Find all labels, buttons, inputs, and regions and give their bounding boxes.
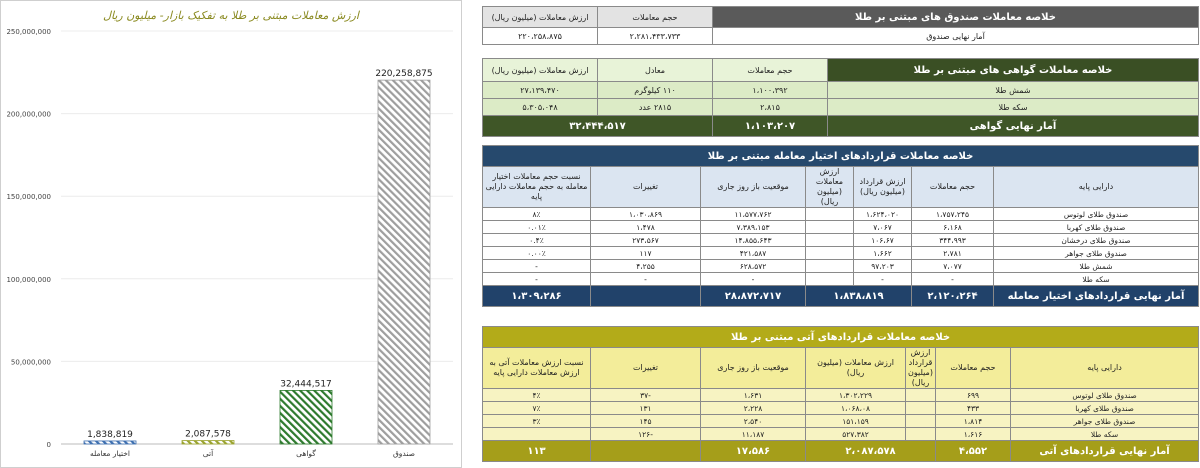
y-tick-label: 150,000,000 — [6, 193, 51, 202]
table-row — [483, 82, 1199, 99]
futures-summary-table — [482, 326, 1199, 462]
table-cell: ۲،۵۴۰ — [701, 415, 806, 428]
table-row — [483, 428, 1199, 441]
table-cell: ۴۳۳ — [936, 402, 1011, 415]
x-tick-label: اختیار معامله — [90, 449, 130, 458]
column-header: ارزش معاملات (میلیون ریال) — [806, 348, 906, 389]
cert-cell: ۲۷،۱۳۹،۴۷۰ — [483, 82, 598, 99]
x-tick-label: گواهی — [296, 449, 316, 458]
chart-title: ارزش معاملات مبتنی بر طلا به تفکیک بازار- میلیون ریال — [103, 9, 359, 22]
cert-total-volume: ۱،۱۰۳،۲۰۷ — [713, 116, 828, 137]
y-tick-label: 0 — [46, 441, 51, 449]
table-cell: -۳۷ — [591, 389, 701, 402]
cert-total-value: ۳۲،۴۴۴،۵۱۷ — [483, 116, 713, 137]
table-cell — [906, 415, 936, 428]
table-cell: ۱،۶۶۲ — [854, 247, 912, 260]
table-cell: ۵۲۷،۳۸۲ — [806, 428, 906, 441]
cert-col-volume: حجم معاملات — [713, 59, 828, 82]
table-cell: ۷،۰۷۷ — [912, 260, 994, 273]
options-summary-table — [482, 145, 1199, 307]
table-cell: ۴۲۱،۵۸۷ — [701, 247, 806, 260]
table-cell: ۸٪ — [483, 208, 591, 221]
cert-cell: ۲،۸۱۵ — [713, 99, 828, 116]
table-cell: - — [483, 260, 591, 273]
table-cell — [806, 247, 854, 260]
fut-total-empty — [591, 441, 701, 462]
table-cell: ۲،۲۲۸ — [701, 402, 806, 415]
table-row — [483, 260, 1199, 273]
table-cell: ۰.۰۱٪ — [483, 221, 591, 234]
table-cell: - — [483, 273, 591, 286]
y-tick-label: 50,000,000 — [10, 358, 51, 367]
column-header: نسبت حجم معاملات اختیار معامله به حجم معاملات دارایی پایه — [483, 167, 591, 208]
table-cell: ۷،۳۸۹،۱۵۳ — [701, 221, 806, 234]
fund-row-volume: ۲،۲۸۱،۴۳۳،۷۳۳ — [598, 28, 713, 45]
table-cell: ۱،۷۵۷،۲۴۵ — [912, 208, 994, 221]
options-summary-title: خلاصه معاملات قراردادهای اختیار معامله مبتنی بر طلا — [483, 146, 1199, 167]
table-cell: ۱۴،۸۵۵،۶۴۳ — [701, 234, 806, 247]
table-total-row — [483, 286, 1199, 307]
table-cell: - — [854, 273, 912, 286]
opt-total-open: ۲۸،۸۷۲،۷۱۷ — [701, 286, 806, 307]
futures-summary-title: خلاصه معاملات قراردادهای آتی مبتنی بر طلا — [483, 327, 1199, 348]
column-header: حجم معاملات — [936, 348, 1011, 389]
table-cell — [906, 402, 936, 415]
fut-total-value: ۲،۰۸۷،۵۷۸ — [806, 441, 936, 462]
table-cell: ۱،۴۷۸ — [591, 221, 701, 234]
table-cell: ۰.۴٪ — [483, 234, 591, 247]
table-row — [483, 402, 1199, 415]
cert-cell: ۱۱۰ کیلوگرم — [598, 82, 713, 99]
column-header: حجم معاملات — [912, 167, 994, 208]
fund-summary-table — [482, 6, 1199, 45]
table-row — [483, 415, 1199, 428]
table-cell: -۱۲۶ — [591, 428, 701, 441]
bar-2 — [280, 390, 332, 444]
fund-row-label: آمار نهایی صندوق — [713, 28, 1199, 45]
futures-header-row — [483, 348, 1199, 389]
bar-0 — [84, 441, 136, 444]
bar-value-label: 2,087,578 — [185, 429, 231, 440]
fut-total-label: آمار نهایی قراردادهای آتی — [1011, 441, 1199, 462]
table-cell: ۷،۰۶۷ — [854, 221, 912, 234]
column-header: نسبت ارزش معاملات آتی به ارزش معاملات دارایی پایه — [483, 348, 591, 389]
tables-panel — [476, 0, 1200, 468]
column-header: موقعیت باز روز جاری — [701, 167, 806, 208]
bar-value-label: 32,444,517 — [280, 379, 332, 390]
table-cell: ۷٪ — [483, 402, 591, 415]
table-cell: ۱،۸۱۴ — [936, 415, 1011, 428]
table-cell: صندوق طلای درخشان — [994, 234, 1199, 247]
table-row — [483, 221, 1199, 234]
table-cell: ۱۰۶،۶۷ — [854, 234, 912, 247]
table-cell — [806, 260, 854, 273]
table-cell — [806, 221, 854, 234]
table-cell: - — [591, 273, 701, 286]
table-cell — [906, 389, 936, 402]
table-cell: صندوق طلای لوتوس — [994, 208, 1199, 221]
table-cell: ۶۲۸،۵۷۲ — [701, 260, 806, 273]
table-cell: ۱۳۱ — [591, 402, 701, 415]
y-tick-label: 100,000,000 — [6, 275, 51, 284]
table-cell: صندوق طلای لوتوس — [1011, 389, 1199, 402]
cert-cell: سکه طلا — [828, 99, 1199, 116]
table-cell: ۴٪ — [483, 389, 591, 402]
table-row — [483, 99, 1199, 116]
bar-chart — [1, 1, 461, 467]
table-row — [483, 389, 1199, 402]
bar-3 — [378, 80, 430, 444]
table-cell: ۱،۶۱۶ — [936, 428, 1011, 441]
column-header: ارزش قرارداد (میلیون ریال) — [854, 167, 912, 208]
column-header: ارزش معاملات (میلیون ریال) — [806, 167, 854, 208]
table-cell: صندوق طلای جواهر — [994, 247, 1199, 260]
chart-panel — [0, 0, 462, 468]
table-cell: - — [912, 273, 994, 286]
table-cell: ۱۱،۵۷۷،۷۶۲ — [701, 208, 806, 221]
table-cell: ۱،۳۰۲،۲۲۹ — [806, 389, 906, 402]
fund-col-value: ارزش معاملات (میلیون ریال) — [483, 7, 598, 28]
table-cell: ۱،۰۶۸،۰۸ — [806, 402, 906, 415]
column-header: دارایی پایه — [994, 167, 1199, 208]
table-cell: ۱،۶۲۴،۰۲۰ — [854, 208, 912, 221]
table-cell: ۲۷۳،۵۶۷ — [591, 234, 701, 247]
column-header: تغییرات — [591, 167, 701, 208]
fut-total-volume: ۴،۵۵۲ — [936, 441, 1011, 462]
certificate-summary-title: خلاصه معاملات گواهی های مبتنی بر طلا — [828, 59, 1199, 82]
table-cell — [806, 273, 854, 286]
bar-value-label: 1,838,819 — [87, 429, 133, 440]
table-cell: ۱۱۷ — [591, 247, 701, 260]
table-total-row — [483, 116, 1199, 137]
table-cell: صندوق طلای جواهر — [1011, 415, 1199, 428]
cert-cell: ۲۸۱۵ عدد — [598, 99, 713, 116]
column-header: ارزش قرارداد (میلیون ریال) — [906, 348, 936, 389]
table-cell: ۰.۰۰٪ — [483, 247, 591, 260]
y-tick-label: 200,000,000 — [6, 110, 51, 119]
table-cell: ۳۴۴،۹۹۳ — [912, 234, 994, 247]
table-cell: ۶۹۹ — [936, 389, 1011, 402]
x-tick-label: صندوق — [392, 449, 416, 458]
fut-total-change: ۱۱۳ — [483, 441, 591, 462]
cert-cell: ۵،۳۰۵،۰۴۸ — [483, 99, 598, 116]
table-cell: ۶،۱۶۸ — [912, 221, 994, 234]
table-cell: صندوق طلای کهربا — [1011, 402, 1199, 415]
cert-cell: شمش طلا — [828, 82, 1199, 99]
table-row — [483, 247, 1199, 260]
options-header-row — [483, 167, 1199, 208]
table-row — [483, 234, 1199, 247]
table-cell: ۱،۶۳۱ — [701, 389, 806, 402]
cert-col-equivalent: معادل — [598, 59, 713, 82]
table-cell: ۱،۰۳۰،۸۶۹ — [591, 208, 701, 221]
y-tick-label: 250,000,000 — [6, 28, 51, 36]
x-tick-label: آتی — [202, 449, 214, 458]
cert-cell: ۱،۱۰۰،۳۹۲ — [713, 82, 828, 99]
table-cell — [806, 234, 854, 247]
table-cell: ۹۷،۲۰۳ — [854, 260, 912, 273]
table-row — [483, 208, 1199, 221]
opt-total-value: ۱،۸۳۸،۸۱۹ — [806, 286, 912, 307]
table-cell: ۱۵۱،۱۵۹ — [806, 415, 906, 428]
fund-col-volume: حجم معاملات — [598, 7, 713, 28]
column-header: تغییرات — [591, 348, 701, 389]
table-cell: - — [701, 273, 806, 286]
fund-row-value: ۲۲۰،۲۵۸،۸۷۵ — [483, 28, 598, 45]
fund-summary-title: خلاصه معاملات صندوق های مبتنی بر طلا — [713, 7, 1199, 28]
opt-total-volume: ۲،۱۲۰،۲۶۴ — [912, 286, 994, 307]
table-cell: شمش طلا — [994, 260, 1199, 273]
opt-total-label: آمار نهایی قراردادهای اختیار معامله — [994, 286, 1199, 307]
table-row — [483, 273, 1199, 286]
fut-total-open: ۱۷،۵۸۶ — [701, 441, 806, 462]
table-cell: ۱۴۵ — [591, 415, 701, 428]
table-cell — [483, 428, 591, 441]
table-cell: صندوق طلای کهربا — [994, 221, 1199, 234]
table-cell: سکه طلا — [1011, 428, 1199, 441]
table-cell — [806, 208, 854, 221]
column-header: موقعیت باز روز جاری — [701, 348, 806, 389]
cert-total-label: آمار نهایی گواهی — [828, 116, 1199, 137]
certificate-summary-table — [482, 58, 1199, 137]
bar-value-label: 220,258,875 — [375, 69, 433, 80]
table-cell — [906, 428, 936, 441]
table-cell: ۲،۷۸۱ — [912, 247, 994, 260]
table-cell: ۴،۲۵۵ — [591, 260, 701, 273]
table-cell: ۱۱،۱۸۷ — [701, 428, 806, 441]
bar-1 — [182, 441, 234, 444]
column-header: دارایی پایه — [1011, 348, 1199, 389]
table-total-row — [483, 441, 1199, 462]
opt-total-empty — [591, 286, 701, 307]
cert-col-value: ارزش معاملات (میلیون ریال) — [483, 59, 598, 82]
table-cell: سکه طلا — [994, 273, 1199, 286]
opt-total-change: ۱،۳۰۹،۲۸۶ — [483, 286, 591, 307]
table-cell: ۳٪ — [483, 415, 591, 428]
